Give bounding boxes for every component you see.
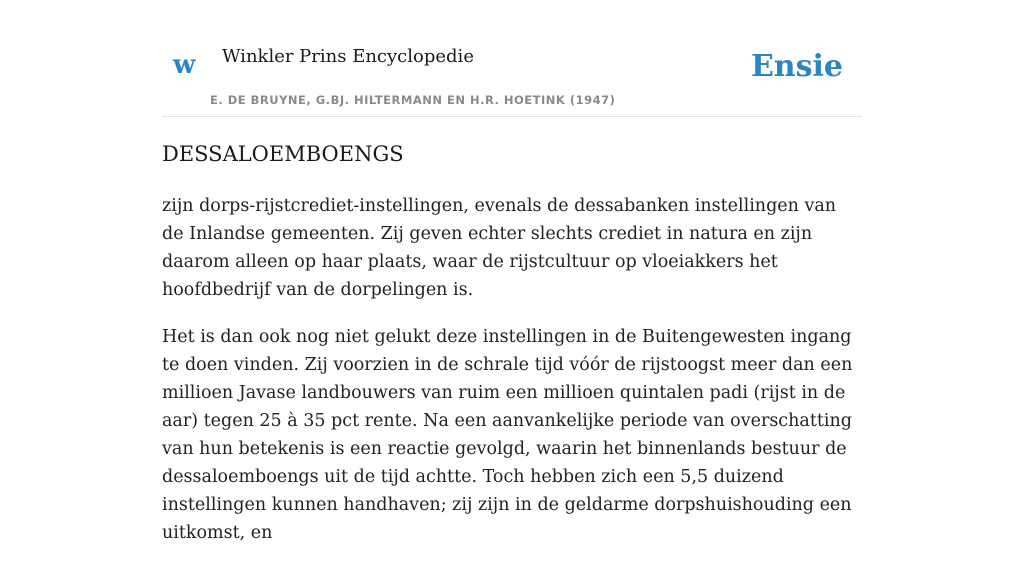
entry-paragraph: Het is dan ook nog niet gelukt deze instellingen in de Buitengewesten ingang te doen vinden. Zij voorzien in de schrale tijd vóór de rijstoogst meer dan een millioen Javase landbouwers van ruim een millioen quintalen padi (rijst in de aar) tegen 25 à 35 pct rente. Na een aanvankelijke periode van overschatting van hun betekenis is een reactie gevolgd, waarin het binnenlands bestuur de dessaloemboengs uit de tijd achtte. Toch hebben zich een 5,5 duizend instellingen kunnen handhaven; zij zijn in de geldarme dorpshuishouding een uitkomst, en — [162, 327, 853, 543]
entry-paragraph: zijn dorps-rijstcrediet-instellingen, evenals de dessabanken instellingen van de Inlandse gemeenten. Zij geven echter slechts crediet in natura en zijn daarom alleen op haar plaats, waar de rijstcultuur op vloeiakkers het hoofdbedrijf van de dorpelingen is. — [162, 196, 837, 300]
source-header — [162, 0, 862, 117]
entry-title: DESSALOEMBOENGS — [162, 142, 404, 166]
entry-body — [162, 192, 862, 566]
ensie-logo[interactable]: Ensie — [750, 49, 843, 84]
source-title-link[interactable]: Winkler Prins Encyclopedie — [222, 46, 474, 67]
source-authors: E. DE BRUYNE, G.BJ. HILTERMANN EN H.R. HOETINK (1947) — [210, 93, 616, 107]
source-logo[interactable]: w — [173, 50, 196, 80]
